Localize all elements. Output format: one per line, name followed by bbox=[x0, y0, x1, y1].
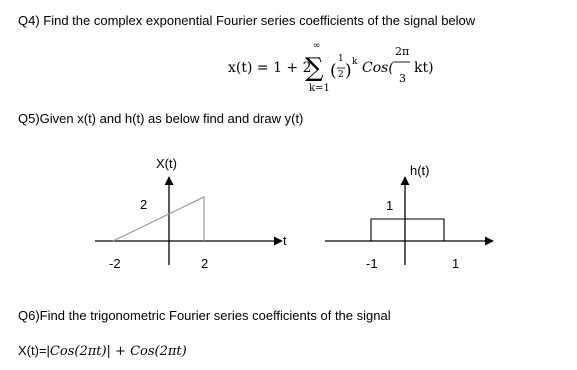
x-graph-tick-pos: 2 bbox=[201, 256, 209, 271]
q6-signal-math: Cos(2πt)| + Cos(2πt) bbox=[49, 344, 187, 359]
h-signal-graph bbox=[325, 163, 493, 271]
h-graph-tick-neg: -1 bbox=[366, 256, 378, 271]
h-signal-waveform bbox=[371, 219, 444, 241]
q5-prompt: Q5)Given x(t) and h(t) as below find and draw y(t) bbox=[18, 111, 304, 126]
q6-prompt: Q6)Find the trigonometric Fourier series coefficients of the signal bbox=[18, 308, 391, 323]
x-graph-peak-label: 2 bbox=[140, 197, 148, 212]
paren-close: ) bbox=[345, 61, 352, 81]
equation-tail: kt) bbox=[414, 60, 434, 76]
h-graph-title: h(t) bbox=[410, 163, 430, 178]
q4-prompt: Q4) Find the complex exponential Fourier series coefficients of the signal below bbox=[18, 13, 476, 28]
h-graph-tick-pos: 1 bbox=[452, 256, 460, 271]
sum-lower-limit: k=1 bbox=[309, 83, 330, 94]
q6-signal-prefix: X(t)=| bbox=[18, 343, 50, 358]
frac2-numerator: 2π bbox=[395, 45, 410, 58]
paren-open: ( bbox=[330, 61, 337, 81]
frac2-denominator: 3 bbox=[399, 72, 406, 85]
cos-label: Cos( bbox=[362, 60, 394, 76]
x-signal-graph bbox=[95, 156, 287, 271]
equation-lhs: x(t) = 1 + 2 bbox=[228, 60, 312, 76]
x-graph-axis-label: t bbox=[283, 233, 287, 248]
x-signal-waveform bbox=[113, 197, 204, 241]
x-graph-title: X(t) bbox=[156, 156, 177, 171]
x-graph-tick-neg: -2 bbox=[109, 256, 121, 271]
sum-upper-limit: ∞ bbox=[313, 41, 321, 51]
summation-symbol: ∑ bbox=[305, 53, 324, 83]
h-graph-height-label: 1 bbox=[386, 198, 394, 213]
frac1-numerator: 1 bbox=[338, 54, 344, 64]
frac1-denominator: 2 bbox=[338, 70, 344, 80]
power-k: k bbox=[352, 57, 358, 67]
